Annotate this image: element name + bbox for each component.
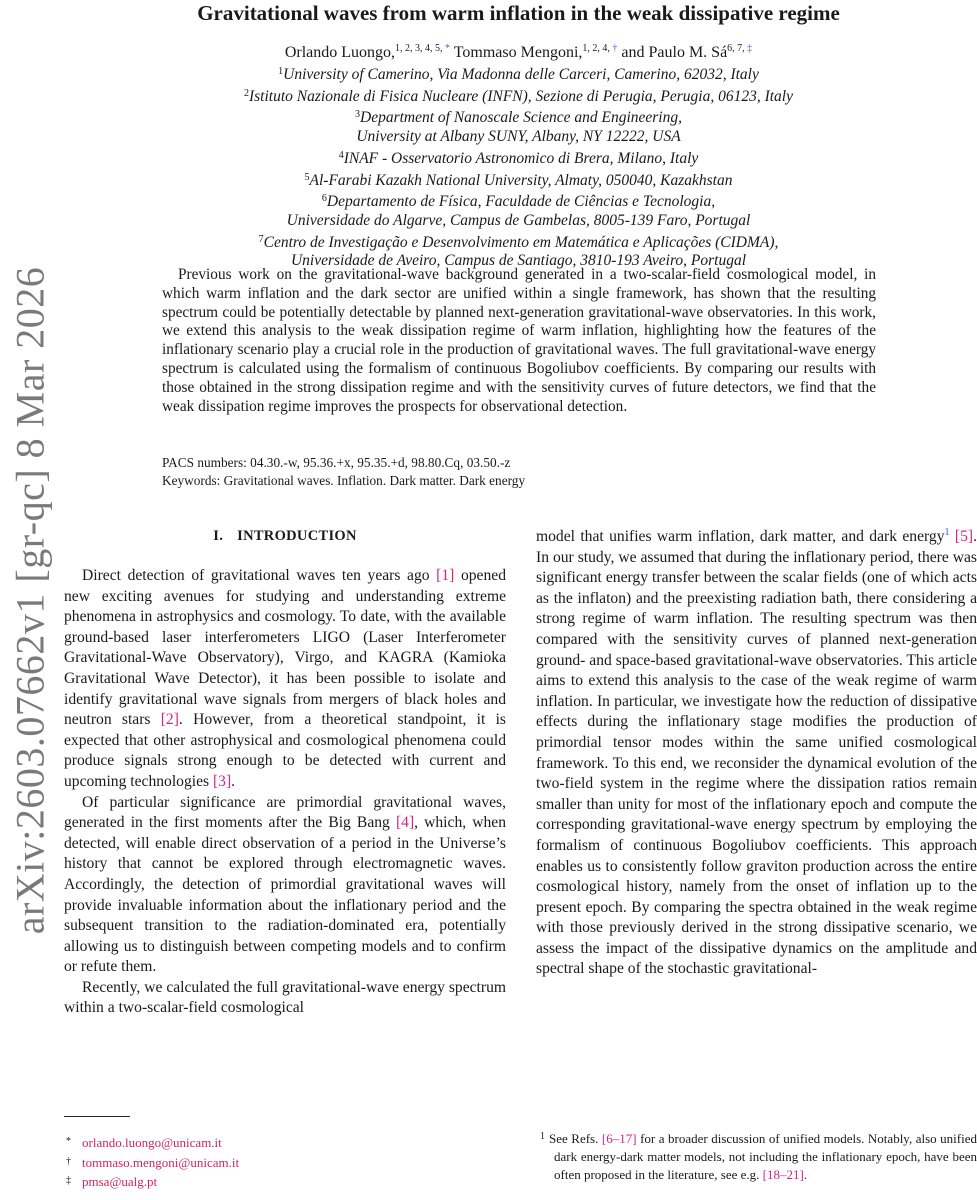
section-title: INTRODUCTION [237,528,357,544]
affiliation-text: Departamento de Física, Faculdade de Ciências e Tecnologia, [326,193,716,211]
section-heading [64,526,506,546]
footnote [66,1133,239,1153]
affiliation-text: University of Camerino, Via Madonna delle Carceri, Camerino, 62032, Italy [283,66,759,83]
affiliation [60,147,977,169]
left-column [64,526,506,1019]
citation-link[interactable]: [18–21] [762,1167,804,1183]
author-footnote-link[interactable]: † [612,43,618,54]
affiliation [60,85,977,107]
paper-title: Gravitational waves from warm inflation in the weak dissipative regime [197,1,840,25]
text: opened new exciting avenues for studying and understanding extreme phenomena in astrophysics and cosmology. To date, with the available ground-based laser interferometers LIGO (Laser Interferometer Gravitational-Wave Observatory), Virgo, and KAGRA (Kamioka Gravitational Wave Detector), it has been possible to isolate and identify gravitational wave signals from mergers of black holes and neutron stars [64,567,506,729]
author-name: Tommaso Mengoni, [453,44,583,61]
text: . In our study, we assumed that during the inflationary period, there was significant energy transfer between the scalar fields (one of which acts as the inflaton) and the preexisting radiation bath, there considering a strong regime of warm inflation. The resulting spectrum was then compared with the sensitivity curves of planned next-generation ground- and space-based gravitational-wave observatories. This article aims to extend this analysis to the case of the weak regime of warm inflation. In particular, we investigate how the reduction of dissipative effects during the inflationary stage modifies the production of primordial tensor modes within the same unified cosmological framework. To this end, we reconsider the dynamical evolution of the two-field system in the regime where the dissipation ratios remain smaller than unity for most of the inflationary epoch and compute the corresponding gravitational-wave energy spectrum by employing the formalism of continuous Bogoliubov coefficients. This approach enables us to consistently follow graviton production across the entire cosmological history, namely from the onset of inflation up to the present epoch. By comparing the spectra obtained in the weak regime with those previously derived in the strong dissipative scenario, we assess the impact of the dissipative dynamics on the amplitude and spectral shape of the stochastic gravitational- [536,528,977,978]
affiliation [60,106,977,128]
email-link[interactable]: orlando.luongo@unicam.it [82,1135,222,1150]
author-footnote-link[interactable]: * [445,43,451,54]
affiliation-text: Al-Farabi Kazakh National University, Almaty, 050040, Kazakhstan [309,171,733,189]
footnote [66,1153,239,1173]
paragraph [64,793,506,978]
affiliation [60,63,977,85]
footnote-symbol: * [66,1136,71,1147]
paragraph: Recently, we calculated the full gravitational-wave energy spectrum within a two-scalar-field cosmological [64,978,506,1017]
text: . However, from a theoretical standpoint, it is expected that other astrophysical and cosmological phenomena could produce signals strong enough to be detected with current and upcoming technologies [64,711,506,790]
keywords: Keywords: Gravitational waves. Inflation. Dark matter. Dark energy [162,473,526,488]
paragraph [64,566,506,793]
paper-metadata [162,454,876,490]
affiliation [60,231,977,253]
author-affil-numbers: 1, 2, 4, [582,43,613,54]
author-name: and Paulo M. Sá [621,44,728,61]
affiliation-text: Department of Nanoscale Science and Engineering, [360,109,682,127]
citation-link[interactable]: [2] [160,711,179,729]
right-column [536,523,977,980]
abstract: Previous work on the gravitational-wave background generated in a two-scalar-field cosmological model, in which warm inflation and the dark sector are unified within a single framework, has shown that the resulting spectrum could be potentially detectable by planned next-generation gravitational-wave observatories. In this work, we extend this analysis to the weak dissipation regime of warm inflation, highlighting how the features of the inflationary scenario play a crucial role in the production of gravitational waves. The full gravitational-wave energy spectrum is calculated using the formalism of continuous Bogoliubov coefficients. By comparing our results with those obtained in the strong dissipation regime and with the sensitivity curves of future detectors, we find that the weak dissipation regime improves the prospects for observational detection. [162,266,876,415]
text: . [231,772,236,790]
affiliation-list [60,63,977,271]
text: for a broader discussion of unified models. Notably, also unified dark energy-dark matter models, not including the inflationary epoch, have been often proposed in the literature, see e.g. [554,1131,977,1183]
text: See Refs. [549,1131,602,1146]
section-number: I. [213,528,224,544]
affiliation-text: INAF - Osservatorio Astronomico di Brera, Milano, Italy [343,149,699,167]
affiliation-number: 4 [338,149,344,161]
citation-link[interactable]: [5] [954,528,974,545]
footnote-symbol: 1 [540,1131,545,1142]
footnote-link[interactable]: 1 [944,527,950,538]
email-link[interactable]: tommaso.mengoni@unicam.it [82,1154,240,1170]
affiliation [60,169,977,191]
paragraph [536,523,977,980]
footnote-divider [64,1116,130,1117]
text: model that unifies warm inflation, dark matter, and dark energy [536,528,945,545]
author-footnote-link[interactable]: ‡ [747,43,753,54]
author-affil-numbers: 1, 2, 3, 4, 5, [395,43,446,54]
pacs-numbers: PACS numbers: 04.30.-w, 95.36.+x, 95.35.+d, 98.80.Cq, 03.50.-z [162,455,511,470]
text: Of particular significance are primordial gravitational waves, generated in the first moments after the Big Bang [64,793,506,832]
text: , which, when detected, will enable direct observation of a period in the Universe’s history that cannot be explored through electromagnetic waves. Accordingly, the detection of primordial gravitational waves will provide invaluable information about the inflationary period and the subsequent transition to the radiation-dominated era, potentially allowing us to distinguish between competing models and to confirm or refute them. [64,814,507,976]
affiliation-number: 6 [321,193,327,205]
affiliation-number: 5 [304,171,310,183]
affiliation-text: Centro de Investigação e Desenvolvimento em Matemática e Aplicações (CIDMA), [263,233,779,251]
citation-link[interactable]: [6–17] [601,1131,637,1146]
affiliation-continued: Universidade do Algarve, Campus de Gambelas, 8005-139 Faro, Portugal [286,211,751,229]
affiliation-number: 1 [278,66,284,77]
citation-link[interactable]: [4] [395,814,415,832]
email-link[interactable]: pmsa@ualg.pt [82,1174,158,1190]
footnote-symbol: ‡ [66,1175,71,1187]
arxiv-identifier[interactable]: arXiv:2603.07662v1 [gr-qc] 8 Mar 2026 [7,266,53,934]
citation-link[interactable]: [1] [436,567,455,584]
affiliation-number: 2 [243,87,249,99]
affiliation-number: 7 [258,233,264,245]
text: . [803,1167,808,1183]
citation-link[interactable]: [3] [212,772,232,790]
author-name: Orlando Luongo, [284,44,396,61]
affiliation-number: 3 [355,109,360,121]
affiliation-text: Istituto Nazionale di Fisica Nucleare (INFN), Sezione di Perugia, Perugia, 06123, Italy [248,87,793,105]
footnote [536,1128,977,1185]
affiliation [60,190,977,212]
arxiv-stamp [2,266,58,934]
affiliation-continued: University at Albany SUNY, Albany, NY 12222, USA [356,128,681,146]
footnote [66,1172,239,1192]
affiliation-continued: Universidade de Aveiro, Campus de Santiago, 3810-193 Aveiro, Portugal [290,252,747,270]
author-email-footnotes [66,1133,239,1192]
footnote-symbol: † [66,1155,71,1167]
author-affil-numbers: 6, 7, [727,43,748,54]
author-list [60,39,977,63]
text: Direct detection of gravitational waves ten years ago [82,567,437,584]
